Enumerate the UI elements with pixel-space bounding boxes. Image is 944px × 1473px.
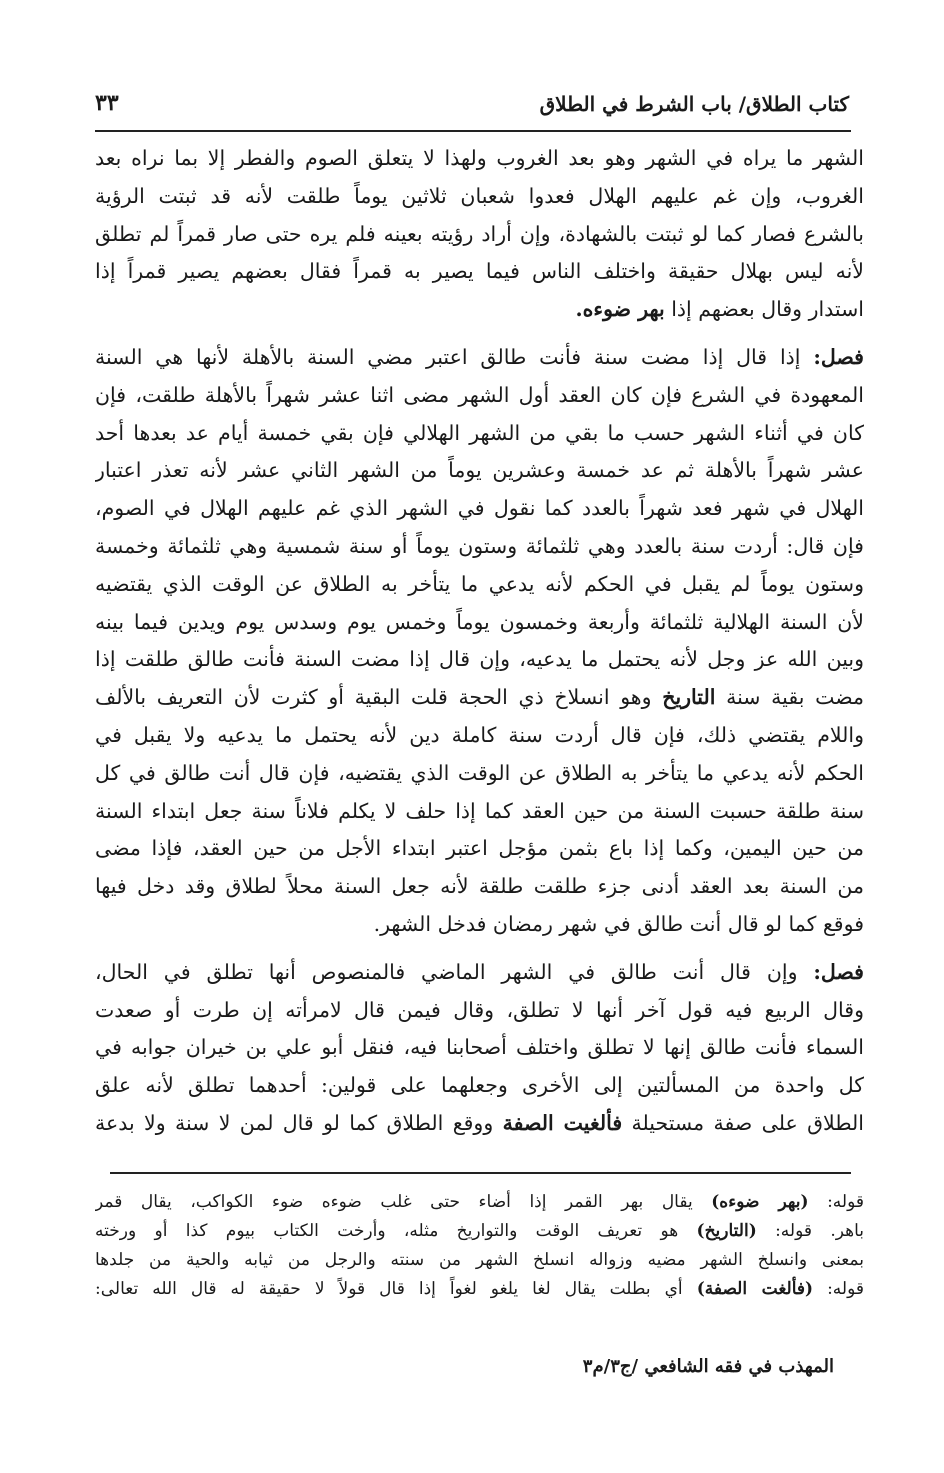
footnote-term: (التاريخ) [696, 1221, 757, 1241]
text-line: فصل: وإن قال أنت طالق في الشهر الماضي فالمنصوص أنها تطلق في الحال، [95, 959, 864, 984]
footnote-line: قوله: (بهر ضوءه) يقال بهر القمر إذا أضاء حتى غلب ضوءه ضوء الكواكب، يقال قمر [95, 1192, 864, 1212]
text-line: لأنه ليس بهلال حقيقة واختلف الناس فيما يصير به قمراً فقال بعضهم يصير قمراً إذا [95, 259, 864, 284]
text-line: فإن قال: أردت سنة بالعدد وهي ثلثمائة وستون يوماً أو سنة شمسية وهي ثلثمائة وخمسة [95, 533, 864, 558]
keyword: التاريخ [662, 685, 716, 710]
footnote-line: بمعنى وانسلخ الشهر مضيه وزواله انسلخ الشهر من سنته والرجل من ثيابه والحية من جلدها [95, 1250, 864, 1270]
section-heading: فصل: [813, 344, 864, 369]
header-rule [95, 130, 851, 132]
text-line: وبين الله عز وجل لأنه يحتمل ما يدعيه، وإن قال إذا مضت السنة فأنت طالق طلقت إذا [95, 647, 864, 672]
footnote-line: قوله: (فألغت الصفة) أي بطلت يقال لغا يلغو لغواً إذا قال قولاً لا حقيقة له قال الله تعالى: [95, 1279, 864, 1299]
text-line: عشر شهراً بالأهلة ثم عد خمسة وعشرين يوماً من الشهر الثاني عشر لأنه تعذر اعتبار [95, 458, 864, 483]
text-line: كل واحدة من المسألتين إلى الأخرى وجعلهما على قولين: أحدهما تطلق لأنه علق [95, 1073, 864, 1098]
text-line: المعهودة في الشرع فإن كان العقد أول الشهر مضى اثنا عشر شهراً بالأهلة طلقت، فإن [95, 382, 864, 407]
text-line: بالشرع فصار كما لو ثبتت بالشهادة، وإن أراد رؤيته بعينه فلم يره حتى صار قمراً لم تطلق [95, 221, 864, 246]
text-line: لأن السنة الهلالية ثلثمائة وأربعة وخمسون يوماً وخمس يوم وسدس يوم ويدين فيما بينه [95, 609, 864, 634]
text-line: واللام يقتضي ذلك، فإن قال أردت سنة كاملة دين لأنه يحتمل ما يدعيه ولا يقبل في [95, 722, 864, 747]
text-line: الهلال في شهر فعد شهراً بالعدد كما نقول في الشهر الذي غم عليهم الهلال في الصوم، [95, 496, 864, 521]
footnotes [95, 1188, 864, 1304]
footnote-rule [110, 1172, 851, 1174]
keyword: بهر ضوءه. [575, 297, 665, 322]
text-line: فوقع كما لو قال أنت طالق في شهر رمضان فدخل الشهر. [373, 911, 864, 936]
main-text [95, 140, 864, 1143]
footnote-line: باهر. قوله: (التاريخ) هو تعريف الوقت والتواريخ مثله، وأرخت الكتاب بيوم كذا أو ورخته [95, 1221, 864, 1241]
page-header [95, 86, 849, 126]
text-line: وقال الربيع فيه قول آخر أنها لا تطلق، وقال فيمن قال لامرأته إن طرت أو صعدت [95, 997, 864, 1022]
text-line: استدار وقال بعضهم إذا بهر ضوءه. [575, 297, 864, 322]
page-number: ٣٣ [95, 90, 119, 116]
volume-signature: المهذب في فقه الشافعي /ج٣/م٣ [582, 1356, 834, 1377]
text-line: السماء فأنت طالق إنها لا تطلق واختلف أصحابنا فيه، فنقل أبو علي بن خيران جوابه في [95, 1035, 864, 1060]
text-line: مضت بقية سنة التاريخ وهو انسلاخ ذي الحجة قلت البقية أو كثرت لأن التعريف بالألف [95, 685, 864, 710]
text-line: كان في أثناء الشهر حسب ما بقي من الشهر الهلالي فإن بقي خمسة أيام عد بعدها أحد [95, 420, 864, 445]
text-line: الغروب، وإن غم عليهم الهلال فعدوا شعبان ثلاثين يوماً طلقت لأنه قد ثبتت الرؤية [95, 183, 864, 208]
keyword: فألغيت الصفة [502, 1110, 623, 1135]
text-line: من حين اليمين، وكما إذا باع بثمن مؤجل اعتبر ابتداء الأجل من حين العقد، فإذا مضى [95, 836, 864, 861]
text-line: وستون يوماً لم يقبل في الحكم لأنه يدعي ما يتأخر به الطلاق عن الوقت الذي يقتضيه [95, 571, 864, 596]
text-line: سنة طلقة حسبت السنة من حين العقد كما إذا حلف لا يكلم فلاناً سنة جعل ابتداء السنة [95, 798, 864, 823]
text-line: الشهر ما يراه في الشهر وهو بعد الغروب ولهذا لا يتعلق الصوم والفطر إلا بما نراه بعد [95, 146, 864, 170]
footnote-term: (فألغت الصفة) [696, 1279, 814, 1299]
text-line: فصل: إذا قال إذا مضت سنة فأنت طالق اعتبر مضي السنة بالأهلة لأنها هي السنة [95, 344, 864, 369]
text-line: الحكم لأنه يدعي ما يتأخر به الطلاق عن الوقت الذي يقتضيه، فإن قال أنت طالق في كل [95, 760, 864, 785]
text-line: من السنة بعد العقد أدنى جزء طلقت طلقة لأنه جعل السنة محلاً لطلاق وقد دخل فيها [95, 874, 864, 899]
running-title: كتاب الطلاق/ باب الشرط في الطلاق [539, 92, 849, 116]
text-line: الطلاق على صفة مستحيلة فألغيت الصفة ووقع الطلاق كما لو قال لمن لا سنة ولا بدعة [95, 1110, 864, 1135]
footnote-term: (بهر ضوءه) [711, 1192, 809, 1212]
section-heading: فصل: [813, 959, 864, 984]
